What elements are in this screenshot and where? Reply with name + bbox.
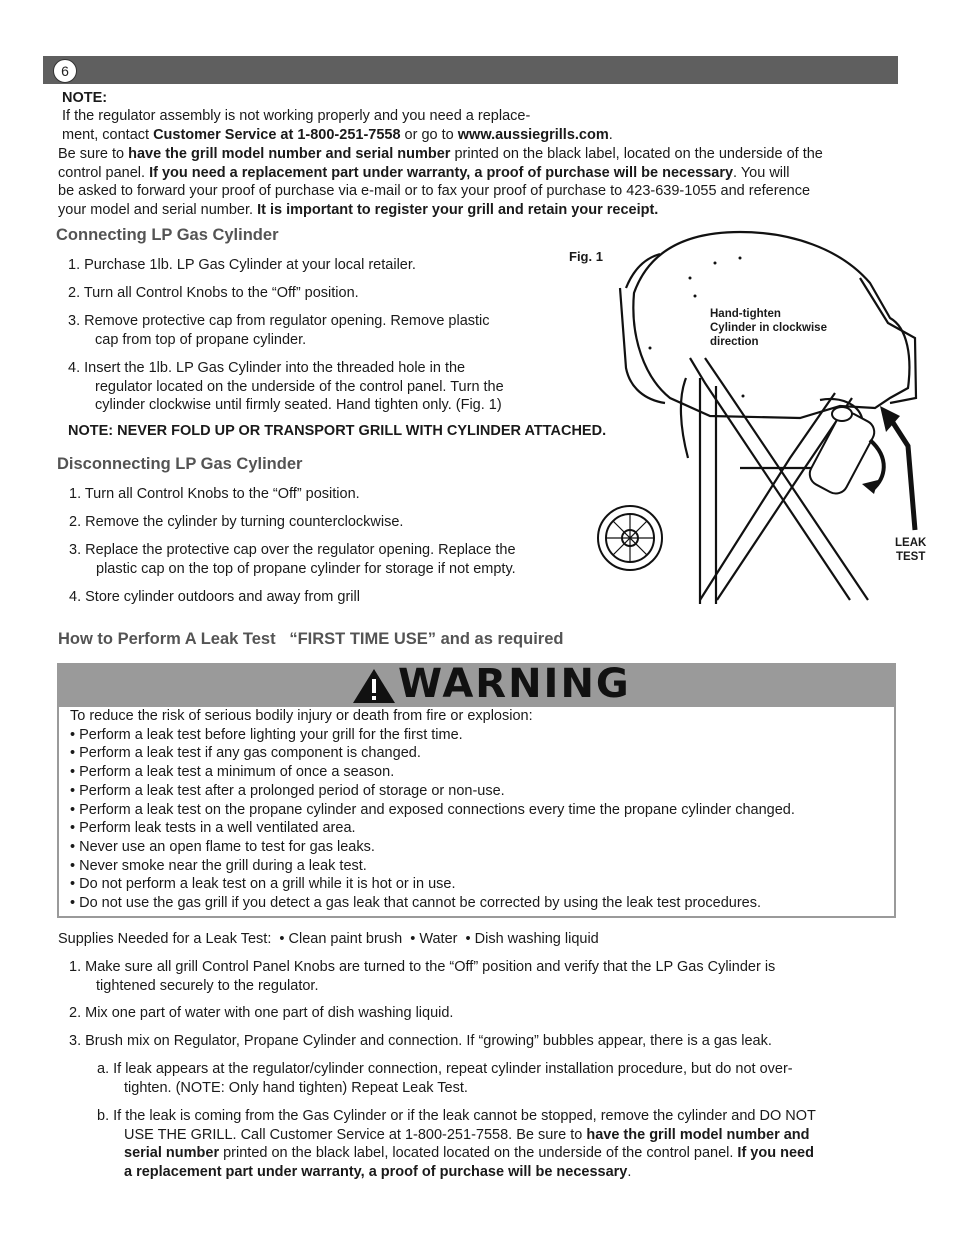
note-para-line-4: your model and serial number. It is important to register your grill and retain your receipt.: [58, 202, 659, 218]
disconnecting-step-4: 4. Store cylinder outdoors and away from grill: [69, 589, 360, 605]
warning-list: [70, 707, 795, 913]
warning-item: • Perform a leak test on the propane cylinder and exposed connections every time the propane cylinder changed.: [70, 801, 795, 818]
warning-item: • Do not perform a leak test on a grill while it is hot or in use.: [70, 876, 456, 893]
note-para-line-1: Be sure to have the grill model number and serial number printed on the black label, located on the underside of the: [58, 146, 823, 162]
leak-step-3b: b. If the leak is coming from the Gas Cylinder or if the leak cannot be stopped, remove the cylinder and DO NOT USE THE GRILL. Call Customer Service at 1-800-251-7558. Be sure to have the grill model number and serial number printed on the black label, located located on the underside of the control panel. If you need a replacement part under warranty, a proof of purchase will be necessary.: [97, 1108, 816, 1180]
warning-item: • Perform a leak test after a prolonged period of storage or non-use.: [70, 782, 505, 799]
grill-illustration: [590, 228, 930, 604]
callout-leak-test: LEAK TEST: [895, 537, 927, 563]
connecting-note: NOTE: NEVER FOLD UP OR TRANSPORT GRILL WITH CYLINDER ATTACHED.: [68, 423, 607, 439]
disconnecting-step-2: 2. Remove the cylinder by turning counterclockwise.: [69, 514, 404, 530]
leak-test-heading: How to Perform A Leak Test “FIRST TIME USE” and as required: [58, 630, 564, 648]
connecting-step-1: 1. Purchase 1lb. LP Gas Cylinder at your local retailer.: [68, 257, 416, 273]
warning-title: WARNING: [398, 661, 631, 707]
warning-item: • Never use an open flame to test for gas leaks.: [70, 838, 375, 855]
note-title: NOTE:: [62, 90, 108, 106]
supplies-line: Supplies Needed for a Leak Test: • Clean paint brush • Water • Dish washing liquid: [58, 931, 599, 947]
note-para-line-3: be asked to forward your proof of purchase via e-mail or to fax your proof of purchase to 423-639-1055 and reference: [58, 183, 811, 199]
disconnecting-step-1: 1. Turn all Control Knobs to the “Off” position.: [69, 486, 360, 502]
note-line-1: If the regulator assembly is not working properly and you need a replace-: [62, 108, 531, 124]
connecting-step-2: 2. Turn all Control Knobs to the “Off” position.: [68, 285, 359, 301]
connecting-step-3: 3. Remove protective cap from regulator opening. Remove plastic cap from top of propane cylinder.: [68, 313, 490, 348]
callout-hand-tighten: Hand-tighten Cylinder in clockwise direction: [710, 308, 827, 348]
leak-step-3a: a. If leak appears at the regulator/cylinder connection, repeat cylinder installation procedure, but do not over- tighten. (NOTE: Only hand tighten) Repeat Leak Test.: [97, 1061, 793, 1096]
leak-step-1: 1. Make sure all grill Control Panel Knobs are turned to the “Off” position and verify that the LP Gas Cylinder is tightened securely to the regulator.: [69, 959, 776, 994]
warning-item: • Never smoke near the grill during a leak test.: [70, 857, 367, 874]
warning-triangle-icon: [352, 668, 396, 704]
note-para-line-2: control panel. If you need a replacement part under warranty, a proof of purchase will be necessary. You will: [58, 165, 790, 181]
header-bar: [43, 56, 898, 84]
warning-item: • Perform a leak test before lighting your grill for the first time.: [70, 726, 463, 743]
leak-step-3: 3. Brush mix on Regulator, Propane Cylinder and connection. If “growing” bubbles appear, there is a gas leak.: [69, 1033, 772, 1049]
warning-item: • Perform leak tests in a well ventilated area.: [70, 820, 356, 837]
warning-item: • Perform a leak test a minimum of once a season.: [70, 764, 395, 781]
note-line-2: ment, contact Customer Service at 1-800-251-7558 or go to www.aussiegrills.com.: [62, 127, 613, 143]
warning-item: • Perform a leak test if any gas component is changed.: [70, 745, 421, 762]
page-number: 6: [53, 59, 77, 83]
warning-intro: To reduce the risk of serious bodily injury or death from fire or explosion:: [70, 708, 533, 724]
connecting-step-4: 4. Insert the 1lb. LP Gas Cylinder into the threaded hole in the regulator located on the underside of the control panel. Turn the cylinder clockwise until firmly seated. Hand tighten only. (Fig. 1): [68, 360, 504, 414]
leak-step-2: 2. Mix one part of water with one part of dish washing liquid.: [69, 1005, 454, 1021]
figure-label: Fig. 1: [569, 249, 603, 264]
warning-item: • Do not use the gas grill if you detect a gas leak that cannot be corrected by using the leak test procedures.: [70, 895, 762, 912]
connecting-heading: Connecting LP Gas Cylinder: [56, 226, 279, 244]
disconnecting-heading: Disconnecting LP Gas Cylinder: [57, 455, 303, 473]
disconnecting-step-3: 3. Replace the protective cap over the regulator opening. Replace the plastic cap on the top of propane cylinder for storage if not empty.: [69, 542, 516, 577]
